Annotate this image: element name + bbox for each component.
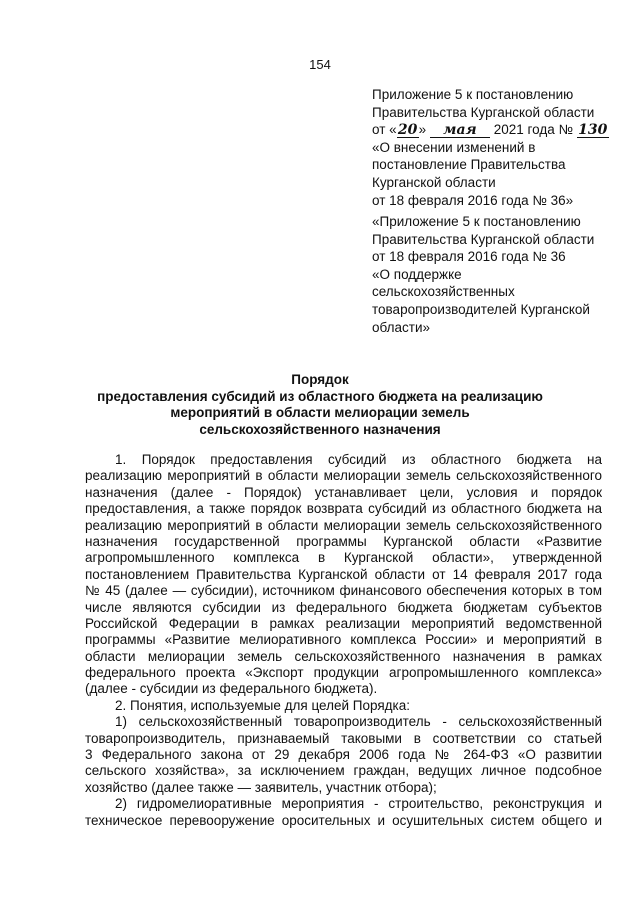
document-title <box>60 372 580 438</box>
body-text-line: № 45 (далее — субсидии), источником финансового обеспечения которых в том <box>85 583 602 599</box>
handwritten-date-day: 20 <box>397 122 418 139</box>
annex-original-line: «О поддержке <box>372 266 462 282</box>
annex-current-line: постановление Правительства <box>372 157 566 173</box>
body-text-line: техническое перевооружение оросительных и осушительных систем общего и <box>85 812 602 828</box>
body-text-line: 1) сельскохозяйственный товаропроизводитель - сельскохозяйственный <box>115 714 602 730</box>
body-text-line: 2. Понятия, используемые для целей Порядка: <box>115 697 410 713</box>
annex-current-date-line <box>372 121 612 139</box>
title-line: сельскохозяйственного назначения <box>199 421 441 437</box>
body-text-line: назначения государственной программы Курганской области «Развитие <box>85 533 602 549</box>
body-text-line: хозяйство (далее также — заявитель, участник отбора); <box>85 779 437 795</box>
body-text-line: числе являются субсидии из федерального бюджета бюджетам субъектов <box>85 599 602 615</box>
body-text-line: сельского хозяйства», за исключением граждан, ведущих личное подсобное <box>85 763 602 779</box>
body-text-line: реализацию мероприятий в области мелиорации земель сельскохозяйственного <box>85 468 602 484</box>
title-line: предоставления субсидий из областного бюджета на реализацию <box>97 388 543 404</box>
date-year: 2021 года № <box>493 122 573 138</box>
body-text-line: Российской Федерации в рамках реализации мероприятий ведомственной <box>85 615 602 631</box>
body-text-line: федерального проекта «Экспорт продукции агропромышленного комплекса» <box>85 665 602 681</box>
body-text-line: реализацию мероприятий в области мелиорации земель сельскохозяйственного <box>85 517 602 533</box>
annex-original-line: области» <box>372 319 431 335</box>
handwritten-decree-number: 130 <box>578 122 608 139</box>
annex-current-line: от 18 февраля 2016 года № 36» <box>372 192 574 208</box>
date-prefix: от « <box>372 122 397 138</box>
page-number: 154 <box>309 57 331 72</box>
body-text-line: постановлением Правительства Курганской области от 14 февраля 2017 года <box>85 566 602 582</box>
annex-original-line: Правительства Курганской области <box>372 231 595 247</box>
body-text-line: предоставления, а также порядок возврата субсидий из областного бюджета на <box>85 501 602 517</box>
document-body <box>85 452 602 829</box>
title-line: мероприятий в области мелиорации земель <box>170 405 470 420</box>
date-mid: » <box>418 122 427 138</box>
annex-current-line: Курганской области <box>372 174 496 190</box>
title-heading: Порядок <box>291 372 349 387</box>
body-text-line: 3 Федерального закона от 29 декабря 2006 года № 264-ФЗ «О развитии <box>85 747 602 763</box>
annex-original-line: товаропроизводителей Курганской <box>372 301 590 317</box>
body-text-line: 2) гидромелиоративные мероприятия - строительство, реконструкция и <box>115 796 602 812</box>
annex-original-line: сельскохозяйственных <box>372 284 515 300</box>
annex-original-block <box>372 213 612 336</box>
annex-original-line: «Приложение 5 к постановлению <box>372 214 581 229</box>
body-text-line: агропромышленного комплекса в Курганской области», утвержденной <box>85 550 602 566</box>
body-text-line: назначения (далее - Порядок) устанавливает цели, условия и порядок <box>85 484 602 500</box>
annex-current-line: Приложение 5 к постановлению <box>372 87 574 102</box>
body-text-line: товаропроизводитель, признаваемый таковыми в соответствии со статьей <box>85 730 602 746</box>
body-text-line: (далее - субсидии из федерального бюджета). <box>85 681 378 697</box>
body-text-line: области мелиорации земель сельскохозяйственного назначения в рамках <box>85 648 602 664</box>
body-text-line: программы «Развитие мелиоративного комплекса России» и мероприятий в <box>85 632 602 648</box>
handwritten-date-month: мая <box>430 123 490 138</box>
body-text-line: 1. Порядок предоставления субсидий из областного бюджета на <box>115 452 602 467</box>
annex-current-line: «О внесении изменений в <box>372 139 536 155</box>
annex-current-line: Правительства Курганской области <box>372 104 595 120</box>
annex-current-block <box>372 86 612 209</box>
annex-original-line: от 18 февраля 2016 года № 36 <box>372 249 566 265</box>
